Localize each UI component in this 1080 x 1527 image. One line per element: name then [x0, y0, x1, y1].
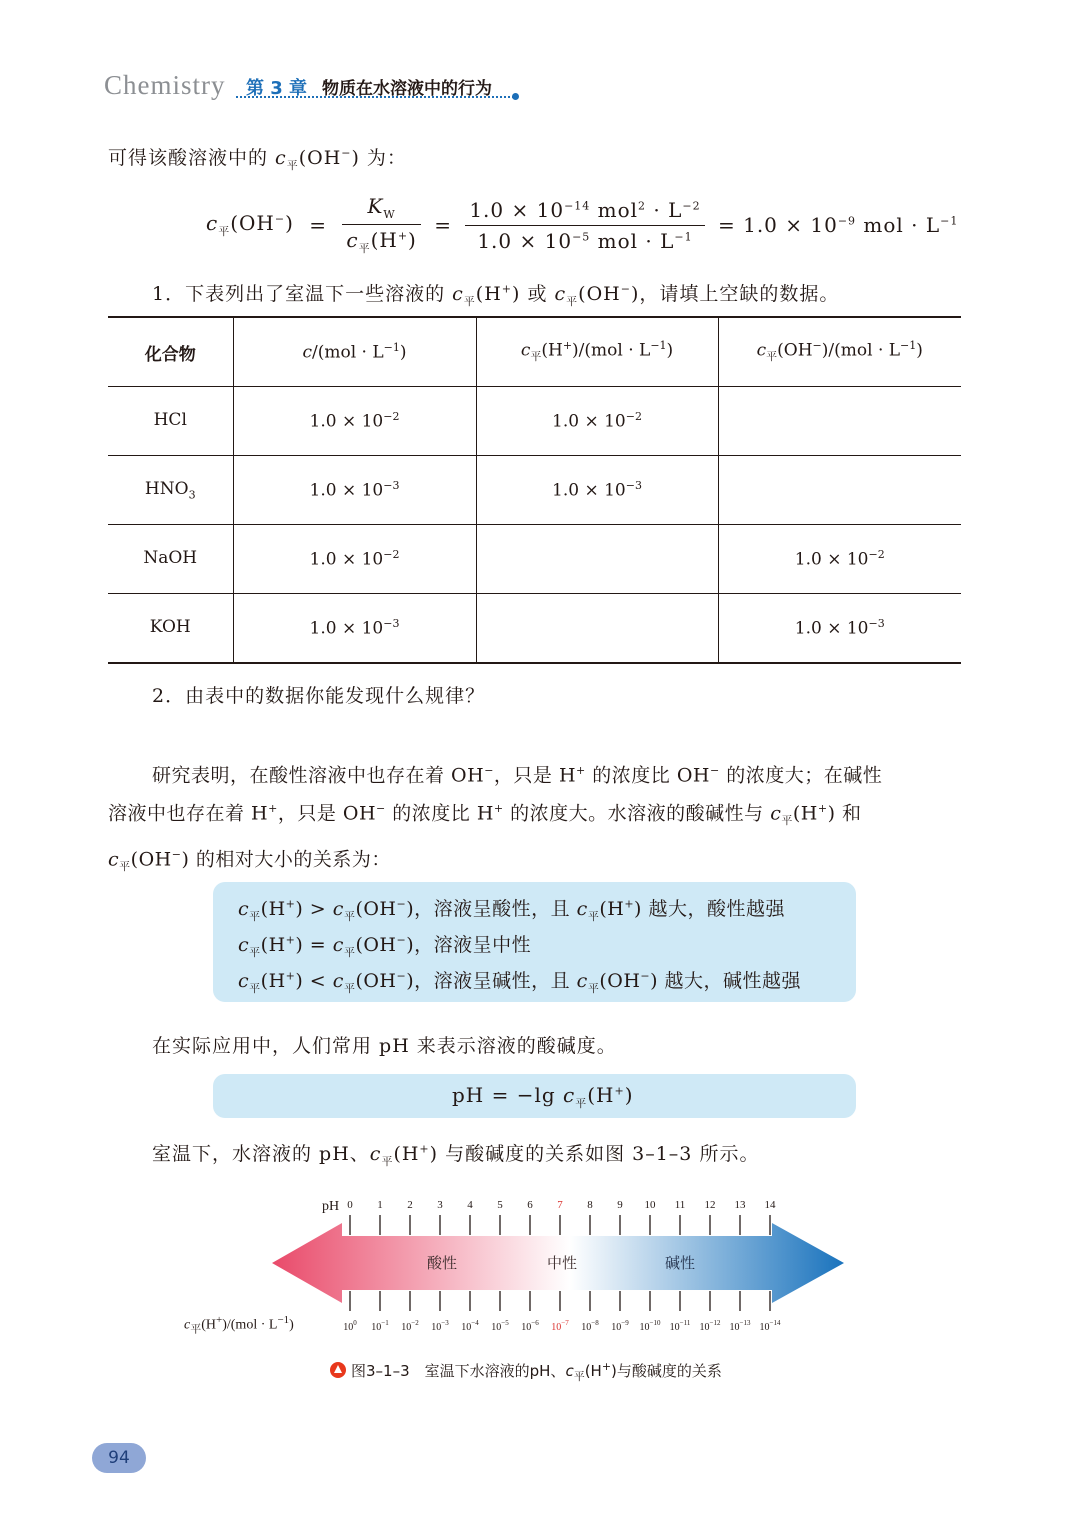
coh-cell: $1.0 \times 10^{-3}$ [718, 594, 961, 664]
rule-basic: $c_平(H^+) < c_平(OH^-)$，溶液呈碱性，且 $c_平(OH^-)$ 越大，碱性越强 [238, 969, 802, 995]
intro-line: 可得该酸溶液中的 $c_平(OH^-)$ 为： [108, 146, 407, 172]
ph-tick-label: 9 [617, 1199, 623, 1211]
ph-tick-label: 1 [377, 1199, 383, 1211]
concentration-tick-label: $10^{-1}$ [371, 1319, 389, 1333]
ph-tick-label: 2 [407, 1199, 413, 1211]
concentration-tick-label: $10^{-2}$ [401, 1319, 419, 1333]
figure-caption: 图3–1–3 室温下水溶液的pH、$c_平(H^+)$与酸碱度的关系 [330, 1360, 722, 1384]
c-cell: $1.0 \times 10^{-3}$ [233, 456, 476, 525]
ph-tick-label: 3 [437, 1199, 443, 1211]
concentration-tick-label: $10^{-12}$ [699, 1319, 721, 1333]
ch-cell: $1.0 \times 10^{-3}$ [476, 456, 718, 525]
compound-cell: HCl [153, 409, 187, 430]
header-ch: $c_平(H^+)/(mol \cdot L^{-1})$ [476, 317, 718, 387]
ph-tick-label: 7 [557, 1199, 563, 1211]
header-dot [512, 93, 519, 100]
concentration-tick-label: $10^{-7}$ [551, 1319, 569, 1333]
ph-tick-label: 12 [704, 1199, 716, 1211]
numeric-fraction: $\frac{1.0 \times 10^{-14} mol^2 \cdot L^{-2}}{1.0 \times 10^{-5} mol \cdot L^{-1}}$ [465, 198, 704, 253]
neutral-label: 中性 [546, 1254, 578, 1272]
chapter-title: 物质在水溶液中的行为 [322, 79, 492, 99]
concentration-tick-label: $10^0$ [343, 1319, 357, 1333]
ph-tick-label: 8 [587, 1199, 593, 1211]
table-row [108, 456, 961, 525]
ph-tick-label: 4 [467, 1199, 473, 1211]
concentration-tick-label: $10^{-8}$ [581, 1319, 599, 1333]
caption-icon [330, 1362, 346, 1378]
coh-cell [718, 456, 961, 525]
concentration-ticks [343, 1291, 781, 1333]
rule-neutral: $c_平(H^+) = c_平(OH^-)$，溶液呈中性 [238, 933, 532, 959]
header-c: $c/(mol \cdot L^{-1})$ [233, 317, 476, 387]
kw-equation: $c_平(OH^-)$ = $\frac{K_W}{c_平(H^+)}$ = $\frac{1.0 \times 10^{-14} mol^2 \cdot L^{-2}}{1.0 \times 10^{-5} mol \cdot L^{-1}}$ = $1.0 \times 10^{-9}$ mol · $L^{-1}$ [206, 194, 959, 255]
paragraph-figure-ref: 室温下，水溶液的 pH、$c_平(H^+)$ 与酸碱度的关系如图 3–1–3 所示。 [152, 1142, 760, 1168]
concentration-axis-label: $c_平(H^+)/(mol \cdot L^{-1})$ [184, 1314, 294, 1336]
compound-cell: KOH [149, 616, 191, 637]
question-1: 1．下表列出了室温下一些溶液的 $c_平(H^+)$ 或 $c_平(OH^-)$，请填上空缺的数据。 [152, 282, 840, 308]
table-row [108, 387, 961, 456]
concentration-table [108, 316, 961, 664]
ph-tick-label: 13 [734, 1199, 746, 1211]
ph-tick-label: 11 [674, 1199, 686, 1211]
ph-scale-figure [260, 1190, 860, 1350]
paragraph-acid-base: 研究表明，在酸性溶液中也存在着 OH−，只是 H+ 的浓度比 OH− 的浓度大；在碱性 溶液中也存在着 H+，只是 OH− 的浓度比 H+ 的浓度大。水溶液的酸碱性与 $c_平(H^+)$ 和 $c_平(OH^-)$ 的相对大小的关系为： [108, 764, 883, 874]
concentration-tick-label: $10^{-3}$ [431, 1319, 449, 1333]
concentration-tick-label: $10^{-9}$ [611, 1319, 629, 1333]
ph-formula: pH = −lg $c_平(H^+)$ [452, 1083, 634, 1110]
concentration-tick-label: $10^{-13}$ [729, 1319, 751, 1333]
question-2: 2．由表中的数据你能发现什么规律？ [152, 685, 486, 707]
c-cell: $1.0 \times 10^{-2}$ [233, 525, 476, 594]
header-coh: $c_平(OH^-)/(mol \cdot L^{-1})$ [718, 317, 961, 387]
ch-cell [476, 594, 718, 664]
c-cell: $1.0 \times 10^{-2}$ [233, 387, 476, 456]
concentration-tick-label: $10^{-5}$ [491, 1319, 509, 1333]
table-row [108, 525, 961, 594]
kw-fraction: $\frac{K_W}{c_平(H^+)}$ [342, 194, 420, 256]
header-rule [236, 96, 514, 98]
brand-text: Chemistry [104, 70, 226, 100]
c-cell: $1.0 \times 10^{-3}$ [233, 594, 476, 664]
table-row [108, 594, 961, 664]
paragraph-ph-intro: 在实际应用中，人们常用 pH 来表示溶液的酸碱度。 [152, 1035, 617, 1057]
ph-axis-label: pH [322, 1199, 340, 1214]
compound-cell: $HNO_3$ [144, 478, 196, 502]
concentration-tick-label: $10^{-6}$ [521, 1319, 539, 1333]
page-number: 94 [92, 1443, 146, 1473]
ph-tick-label: 6 [527, 1199, 533, 1211]
rule-acidic: $c_平(H^+) > c_平(OH^-)$，溶液呈酸性，且 $c_平(H^+)$ 越大，酸性越强 [238, 897, 785, 923]
coh-cell: $1.0 \times 10^{-2}$ [718, 525, 961, 594]
compound-cell: NaOH [143, 547, 198, 568]
ph-tick-label: 14 [764, 1199, 776, 1211]
concentration-tick-label: $10^{-4}$ [461, 1319, 479, 1333]
ch-cell [476, 525, 718, 594]
ph-ticks [347, 1199, 776, 1235]
table-header-row [108, 317, 961, 387]
ph-tick-label: 10 [644, 1199, 656, 1211]
base-label: 碱性 [664, 1254, 696, 1272]
coh-cell [718, 387, 961, 456]
concentration-tick-label: $10^{-14}$ [759, 1319, 781, 1333]
ph-tick-label: 0 [347, 1199, 353, 1211]
concentration-tick-label: $10^{-11}$ [669, 1319, 691, 1333]
concentration-tick-label: $10^{-10}$ [639, 1319, 661, 1333]
chapter-label: 第 3 章 [246, 78, 308, 99]
acid-label: 酸性 [426, 1254, 458, 1272]
ph-tick-label: 5 [497, 1199, 503, 1211]
ch-cell: $1.0 \times 10^{-2}$ [476, 387, 718, 456]
header-compound: 化合物 [144, 344, 196, 365]
